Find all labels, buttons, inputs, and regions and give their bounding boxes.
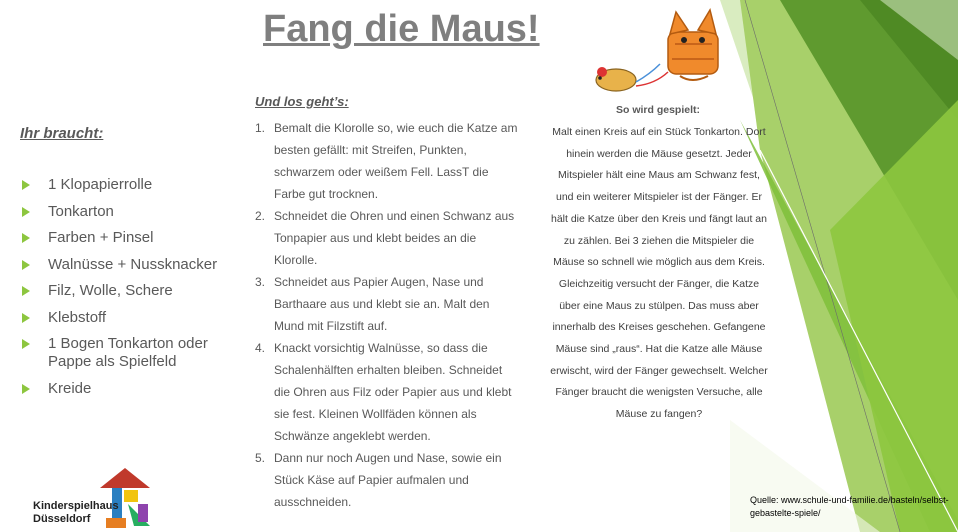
triangle-bullet-icon: [22, 207, 30, 217]
list-item: Klebstoff: [20, 309, 250, 327]
materials-heading: Ihr braucht:: [20, 125, 104, 142]
instructions-heading: Und los geht’s:: [255, 94, 349, 109]
instruction-step: 2. Schneidet die Ohren und einen Schwanz aus Tonpapier aus und klebt beides an die Klorolle.: [255, 209, 515, 267]
triangle-bullet-icon: [22, 233, 30, 243]
triangle-bullet-icon: [22, 339, 30, 349]
cat-and-mouse-illustration: [580, 4, 730, 104]
instruction-step: 3. Schneidet aus Papier Augen, Nase und Barthaare aus und klebt sie an. Malt den Mund mit Filzstift auf.: [255, 275, 490, 333]
list-item: Farben + Pinsel: [20, 229, 250, 247]
instruction-step: 1. Bemalt die Klorolle so, wie euch die Katze am besten gefällt: mit Streifen, Punkten, schwarzem oder weißem Fell. LassT die Farbe gut trocknen.: [255, 121, 518, 201]
triangle-bullet-icon: [22, 260, 30, 270]
triangle-bullet-icon: [22, 313, 30, 323]
source-credit: Quelle: www.schule-und-familie.de/basteln/selbst-gebastelte-spiele/: [750, 495, 949, 518]
triangle-bullet-icon: [22, 384, 30, 394]
list-item: 1 Klopapierrolle: [20, 176, 250, 194]
list-item: Filz, Wolle, Schere: [20, 282, 250, 300]
triangle-bullet-icon: [22, 180, 30, 190]
instruction-step: 5. Dann nur noch Augen und Nase, sowie ein Stück Käse auf Papier aufmalen und ausschneiden.: [255, 451, 502, 509]
cat-icon: [668, 10, 718, 80]
gameplay-heading: So wird gespielt:: [615, 104, 700, 116]
list-item: 1 Bogen Tonkarton oder Pappe als Spielfeld: [20, 335, 250, 371]
mouse-icon: [596, 64, 668, 91]
triangle-bullet-icon: [22, 286, 30, 296]
page-title: Fang die Maus!: [263, 8, 540, 50]
list-item: Walnüsse + Nussknacker: [20, 256, 250, 274]
materials-list: [20, 176, 250, 406]
instruction-step: 4. Knackt vorsichtig Walnüsse, so dass die Schalenhälften erhalten bleiben. Schneidet die Ohren aus Filz oder Papier aus und klebt sie fest. Kleinen Wollfäden können als Schwänze angeklebt werden.: [255, 341, 512, 443]
gameplay-text: Malt einen Kreis auf ein Stück Tonkarton. Dort hinein werden die Mäuse gesetzt. Jeder Mitspieler hält eine Maus am Schwanz fest, und ein weiterer Mitspieler ist der Fänger. Er hält die Katze über den Kreis und fängt laut an zu zählen. Bei 3 ziehen die Mitspieler die Mäuse so schnell wie möglich aus dem Kreis. Gleichzeitig versucht der Fänger, die Katze über eine Maus zu stülpen. Das muss aber innerhalb des Kreises geschehen. Gefangene Mäuse sind „raus“. Hat die Katze alle Mäuse erwischt, wird der Fänger gewechselt. Welcher Fänger braucht die wenigsten Versuche, alle Mäuse zu fangen?: [550, 126, 768, 421]
list-item: Kreide: [20, 380, 250, 398]
list-item: Tonkarton: [20, 203, 250, 221]
logo-text: Kinderspielhaus Düsseldorf: [33, 500, 119, 525]
instructions-list: [255, 117, 520, 513]
